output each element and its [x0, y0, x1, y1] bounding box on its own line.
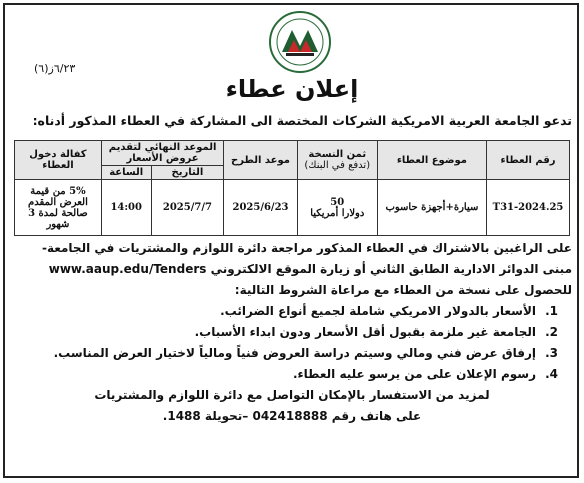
- cell-time: 14:00: [101, 180, 151, 236]
- list-item: [12, 301, 558, 322]
- condition-text: الأسعار بالدولار الامريكي شاملة لجميع أنواع الضرائب.: [220, 304, 536, 318]
- condition-text: إرفاق عرض فني ومالي وسيتم دراسة العروض فنياً ومالياً لاختيار العرض المناسب.: [53, 346, 536, 360]
- condition-number: 3.: [545, 346, 558, 360]
- condition-number: 1.: [545, 304, 558, 318]
- tender-table: [14, 140, 570, 236]
- list-item: [12, 343, 558, 364]
- intro-text: تدعو الجامعة العربية الامريكية الشركات المختصة الى المشاركة في العطاء المذكور أدناه:: [32, 113, 572, 128]
- cell-date: 2025/7/7: [151, 180, 224, 236]
- condition-text: رسوم الإعلان على من يرسو عليه العطاء.: [292, 367, 536, 381]
- university-logo: [268, 10, 332, 74]
- conditions-list: [12, 301, 572, 385]
- header-subject: موضوع العطاء: [377, 141, 486, 180]
- condition-number: 4.: [545, 367, 558, 381]
- cell-price-amount: 50: [330, 196, 345, 208]
- cell-price: [297, 180, 377, 236]
- header-price-label: ثمن النسخة: [308, 149, 367, 160]
- header-tender-no: رقم العطاء: [487, 141, 570, 180]
- header-launch: موعد الطرح: [224, 141, 297, 180]
- phone-line: على هاتف رقم 042418888 –تحويلة 1488.: [162, 409, 422, 423]
- cell-price-unit: دولارا أمريكيا: [310, 207, 365, 219]
- header-time: الساعة: [101, 166, 151, 180]
- contact-line: لمزيد من الاستفسار بالإمكان التواصل مع دائرة اللوازم والمشتريات: [94, 388, 490, 402]
- cell-launch: 2025/6/23: [224, 180, 297, 236]
- cell-guarantee: 5% من قيمة العرض المقدم صالحة لمدة 3 شهور: [15, 180, 102, 236]
- header-price-note: (تدفع في البنك): [304, 160, 371, 171]
- reference-number: (٦)٦/٢٣ز: [34, 62, 76, 75]
- header-price: [297, 141, 377, 180]
- table-header-row: [15, 141, 570, 166]
- body-paragraph: على الراغبين بالاشتراك في العطاء المذكور مراجعة دائرة اللوازم والمشتريات في الجامعة- مبنى الدوائر الادارية الطابق الثاني أو زيارة الموقع الالكتروني www.aaup.edu/Tenders للحصول على نسخة من العطاء مع مراعاة الشروط التالية:: [41, 241, 572, 297]
- table-row: [15, 180, 570, 236]
- list-item: [12, 364, 558, 385]
- announcement-body: [12, 238, 572, 427]
- condition-number: 2.: [545, 325, 558, 339]
- cell-tender-no: T31-2024.25: [487, 180, 570, 236]
- condition-text: الجامعة غير ملزمة بقبول أقل الأسعار ودون ابداء الأسباب.: [194, 325, 536, 339]
- header-date: التاريخ: [151, 166, 224, 180]
- header-deadline: الموعد النهائي لتقديم عروض الأسعار: [101, 141, 223, 166]
- page-title: إعلان عطاء: [225, 75, 359, 103]
- header-guarantee: كفالة دخول العطاء: [15, 141, 102, 180]
- cell-subject: سيارة+أجهزة حاسوب: [377, 180, 486, 236]
- list-item: [12, 322, 558, 343]
